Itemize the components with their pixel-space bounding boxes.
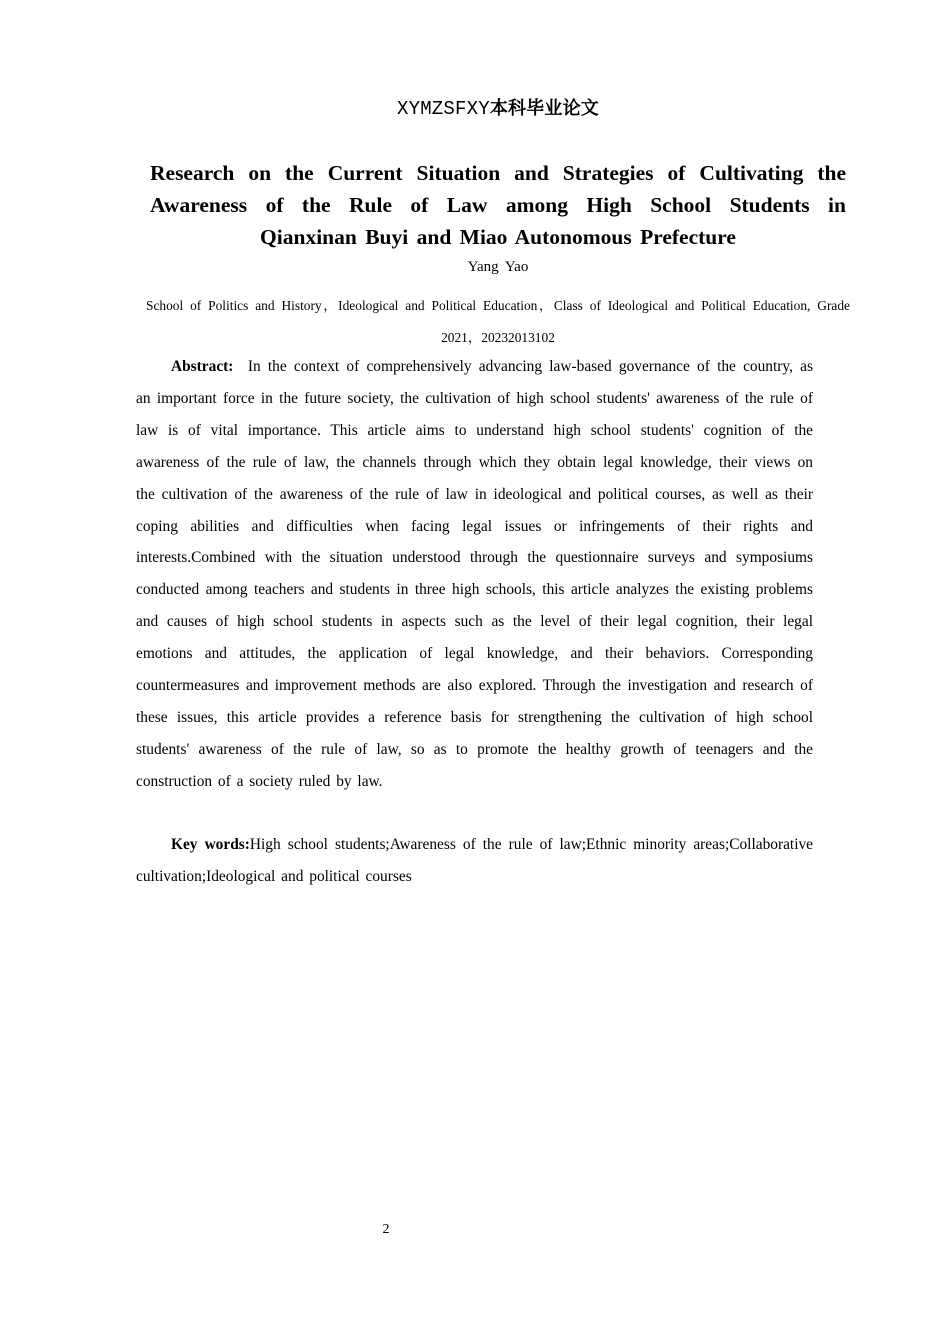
header-thesis-label: 本科毕业论文 [489,98,600,119]
running-header [0,94,950,120]
abstract-text: In the context of comprehensively advancing law-based governance of the country, as an important force in the future society, the cultivation of high school students' awareness of the rule of law is of vital importance. This article aims to understand high school students' cognition of the awareness of the rule of law, the channels through which they obtain legal knowledge, their views on the cultivation of the awareness of the rule of law in ideological and political courses, as well as their coping abilities and difficulties when facing legal issues or infringements of their rights and interests.Combined with the situation understood through the questionnaire surveys and symposiums conducted among teachers and students in three high schools, this article analyzes the existing problems and causes of high school students in aspects such as the level of their legal cognition, their legal emotions and attitudes, the application of legal knowledge, and their behaviors. Corresponding countermeasures and improvement methods are also explored. Through the investigation and research of these issues, this article provides a reference basis for strengthening the cultivation of high school students' awareness of the rule of law, so as to promote the healthy growth of teenagers and the construction of a society ruled by law. [136,358,813,790]
page-number: 2 [382,1222,390,1237]
abstract-label: Abstract: [171,358,234,375]
abstract-paragraph [136,351,813,798]
author-affiliation: School of Politics and History，Ideological and Political Education，Class of Ideological and Political Education, Grade 2021，20232013102 [146,298,850,345]
paper-author: Yang Yao [467,259,529,275]
header-university-code: XYMZSFXY [396,98,490,120]
keywords-label: Key words: [171,836,250,853]
paper-title: Research on the Current Situation and Strategies of Cultivating the Awareness of the Rule of Law among High School Students in Qianxinan Buyi and Miao Autonomous Prefecture [150,161,846,249]
keywords-paragraph [136,829,813,892]
keywords-text: High school students;Awareness of the rule of law;Ethnic minority areas;Collaborative cultivation;Ideological and political courses [136,836,813,885]
